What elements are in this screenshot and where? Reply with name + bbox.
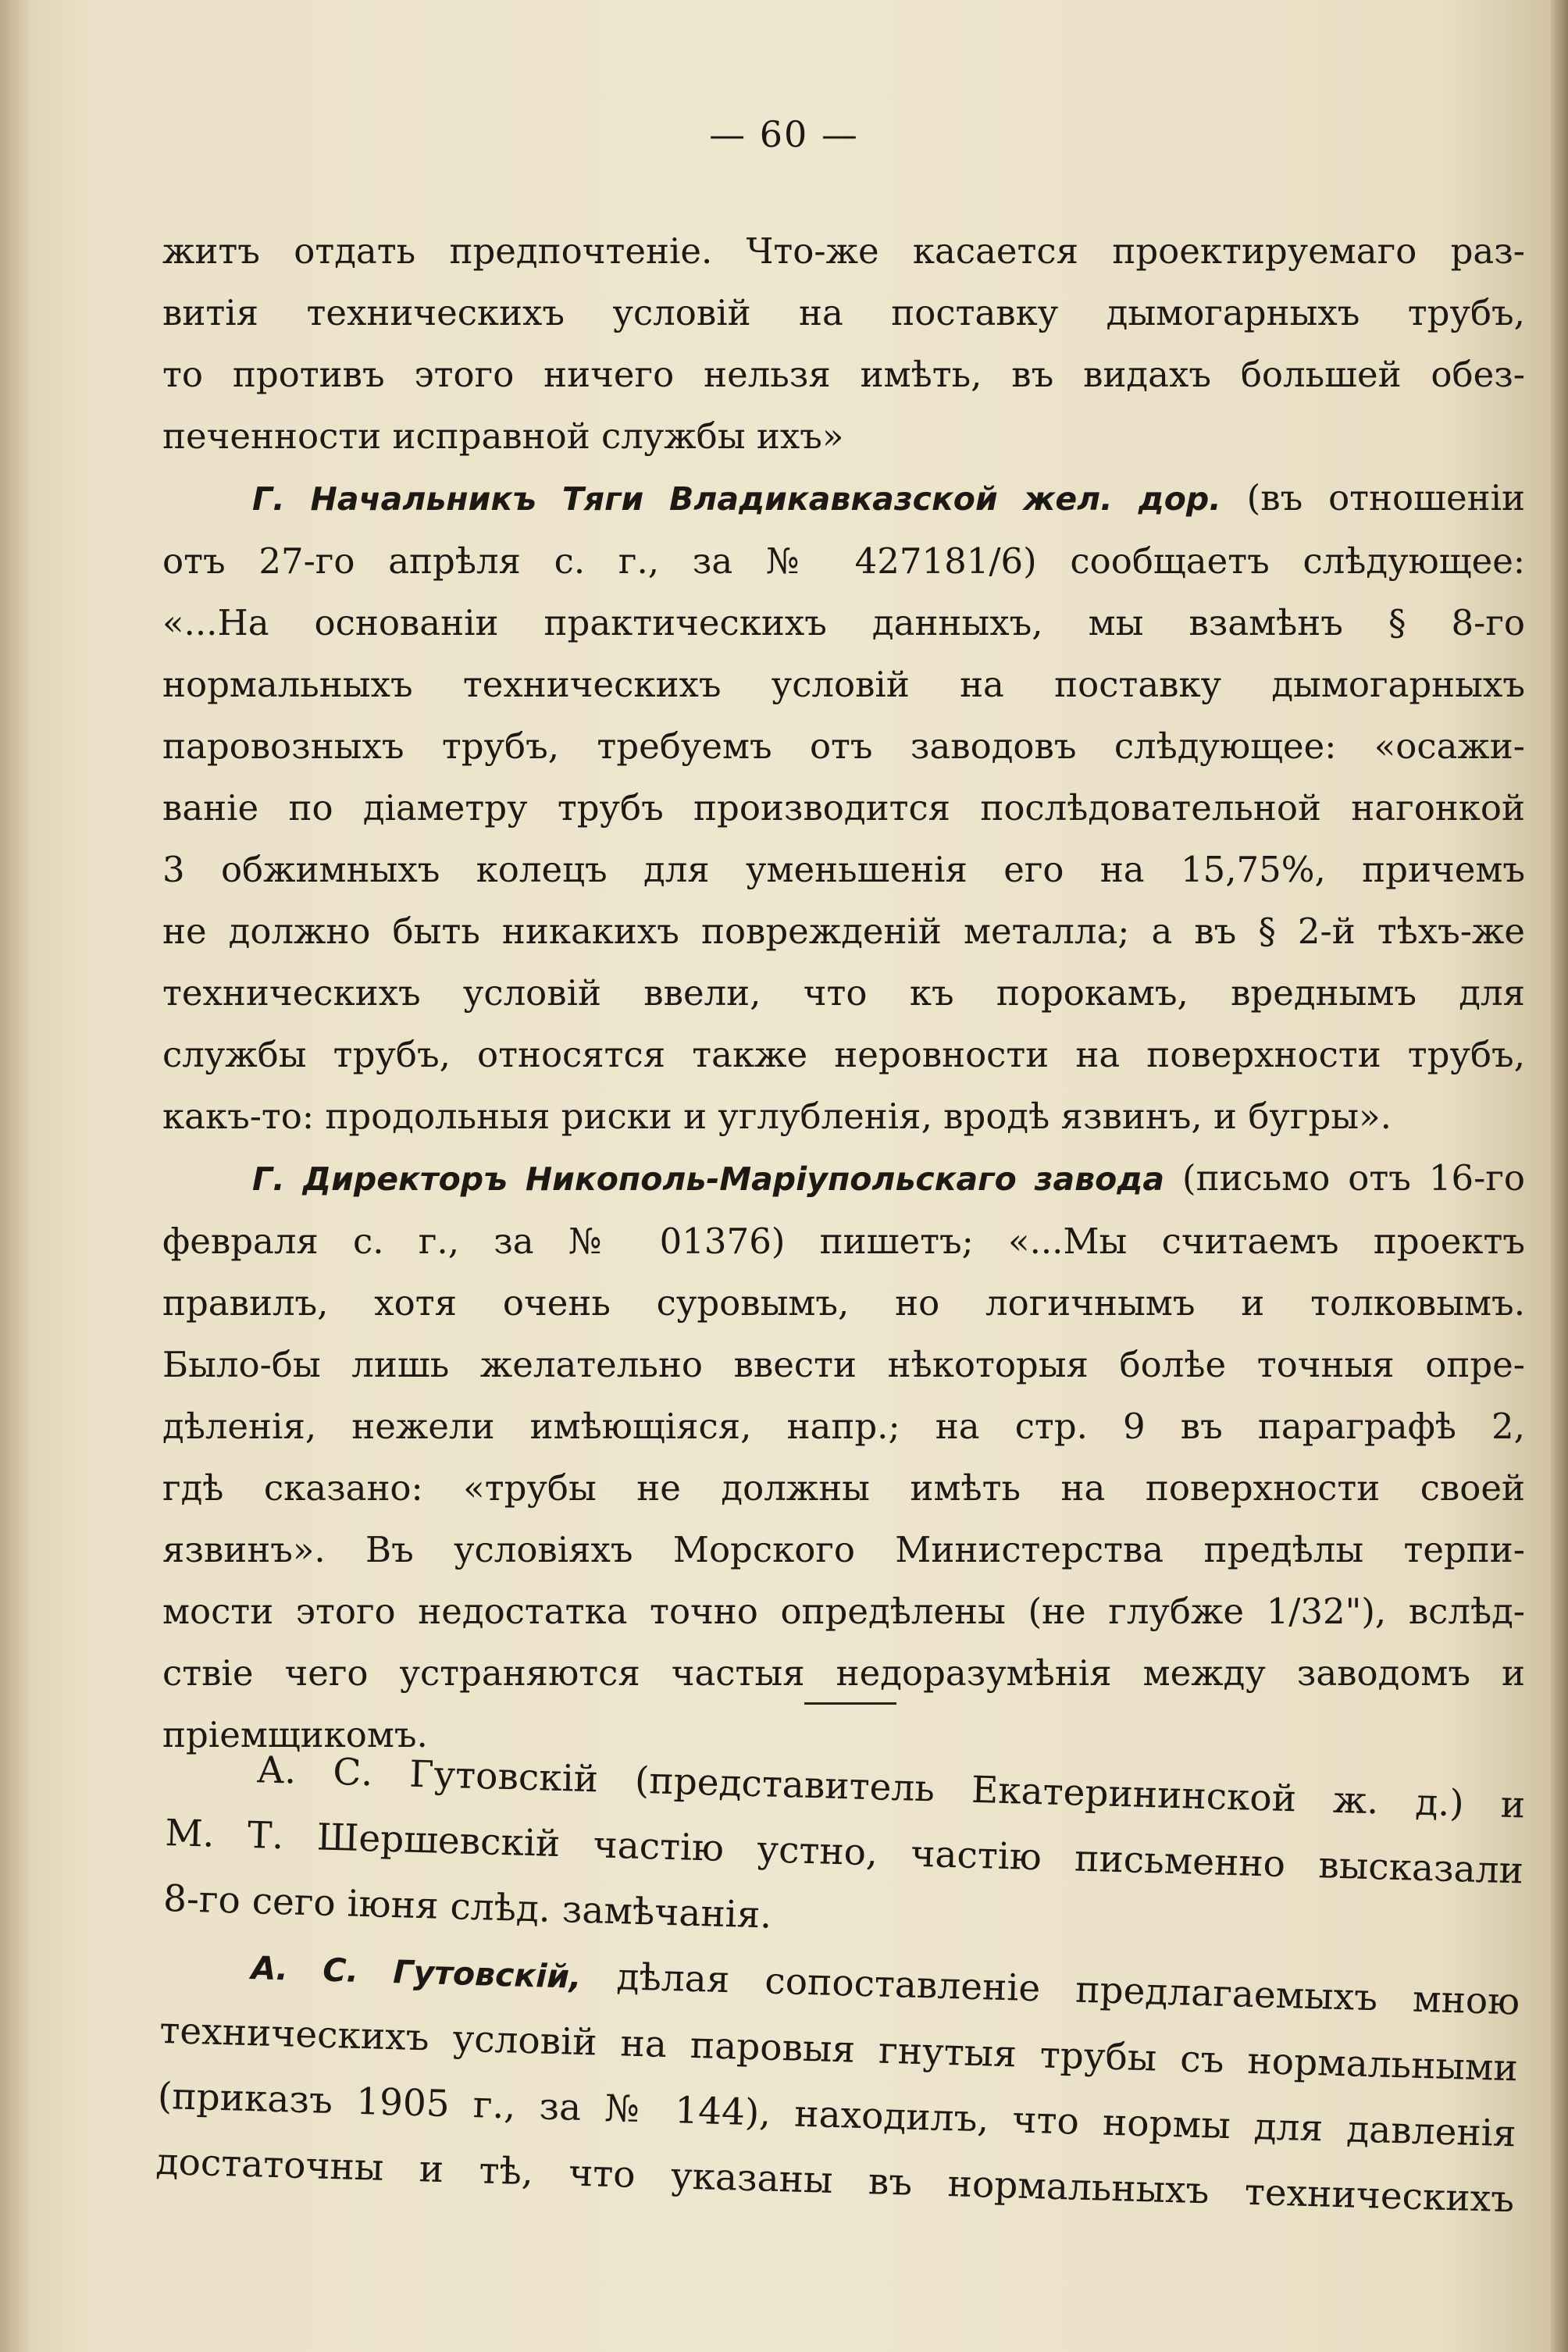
text-line: нормальныхъ техническихъ условій на поставку дымогарныхъ: [162, 664, 1525, 705]
text-line: А. С. Гутовскій (представитель Екатерининской ж. д.) и: [256, 1748, 1526, 1827]
text-line: печенности исправной службы ихъ»: [162, 415, 844, 457]
text-line: мости этого недостатка точно опредѣлены (не глубже 1/32"), вслѣд-: [162, 1591, 1525, 1632]
text-line: достаточны и тѣ, что указаны въ нормальныхъ техническихъ: [155, 2140, 1515, 2222]
text-line: 3 обжимныхъ колецъ для уменьшенія его на 15,75%, причемъ: [162, 849, 1525, 890]
text-line: пріемщикомъ.: [162, 1714, 428, 1755]
text-line: какъ-то: продольныя риски и углубленія, вродѣ язвинъ, и бугры».: [162, 1096, 1392, 1137]
section-divider: [804, 1702, 896, 1705]
text-line: Было-бы лишь желательно ввести нѣкоторыя болѣе точныя опре-: [162, 1344, 1525, 1385]
text-line: гдѣ сказано: «трубы не должны имѣть на поверхности своей: [162, 1467, 1525, 1509]
text-line: то противъ этого ничего нельзя имѣть, въ видахъ большей обез-: [162, 354, 1525, 395]
addressee-heading: А. С. Гутовскій,: [251, 1949, 583, 1996]
text-line: не должно быть никакихъ поврежденій металла; а въ § 2-й тѣхъ-же: [162, 911, 1525, 952]
text-line: дѣленія, нежели имѣющіяся, напр.; на стр. 9 въ параграфѣ 2,: [162, 1406, 1525, 1447]
page-edge: [1551, 0, 1568, 2352]
gutter-shadow: [0, 0, 31, 2352]
text-line: правилъ, хотя очень суровымъ, но логичнымъ и толковымъ.: [162, 1282, 1525, 1324]
text-line: техническихъ условій на паровыя гнутыя трубы съ нормальными: [159, 2008, 1519, 2090]
body-text: [162, 220, 1525, 1766]
text-line: М. Т. Шершевскій частію устно, частію письменно высказали: [164, 1811, 1524, 1893]
text-line: «...На основаніи практическихъ данныхъ, мы взамѣнъ § 8-го: [162, 602, 1525, 643]
page-number: — 60 —: [709, 113, 859, 155]
text-line: (приказъ 1905 г., за № 144), находилъ, что нормы для давленія: [157, 2074, 1517, 2156]
text-line: февраля с. г., за № 01376) пишетъ; «...Мы считаемъ проектъ: [162, 1221, 1525, 1262]
text-line: паровозныхъ трубъ, требуемъ отъ заводовъ слѣдующее: «осажи-: [162, 725, 1525, 767]
text-line: ствіе чего устраняются частыя недоразумѣнія между заводомъ и: [162, 1652, 1525, 1694]
text-line: ваніе по діаметру трубъ производится послѣдовательной нагонкой: [162, 787, 1525, 829]
text-line: витія техническихъ условій на поставку дымогарныхъ трубъ,: [162, 292, 1525, 333]
addressee-heading: Г. Начальникъ Тяги Владикавказской жел. дор.: [252, 480, 1221, 518]
text-line: житъ отдать предпочтеніе. Что-же касается проектируемаго раз-: [162, 230, 1525, 272]
text-line: 8-го сего іюня слѣд. замѣчанія.: [162, 1876, 773, 1937]
text-line: язвинъ». Въ условіяхъ Морского Министерства предѣлы терпи-: [162, 1529, 1525, 1570]
body-text-section-2: [155, 1735, 1527, 2233]
text-line: Г. Начальникъ Тяги Владикавказской жел. дор. (въ отношеніи: [252, 477, 1525, 519]
text-line: А. С. Гутовскій, дѣлая сопоставленіе предлагаемыхъ мною: [251, 1949, 1520, 2024]
text-line: Г. Директоръ Никополь-Маріупольскаго завода (письмо отъ 16-го: [252, 1157, 1526, 1199]
text-line: отъ 27-го апрѣля с. г., за № 427181/6) сообщаетъ слѣдующее:: [162, 540, 1525, 582]
text-line: техническихъ условій ввели, что къ порокамъ, вреднымъ для: [162, 972, 1525, 1014]
text-line: службы трубъ, относятся также неровности на поверхности трубъ,: [162, 1034, 1525, 1075]
addressee-heading: Г. Директоръ Никополь-Маріупольскаго завода: [252, 1160, 1165, 1198]
